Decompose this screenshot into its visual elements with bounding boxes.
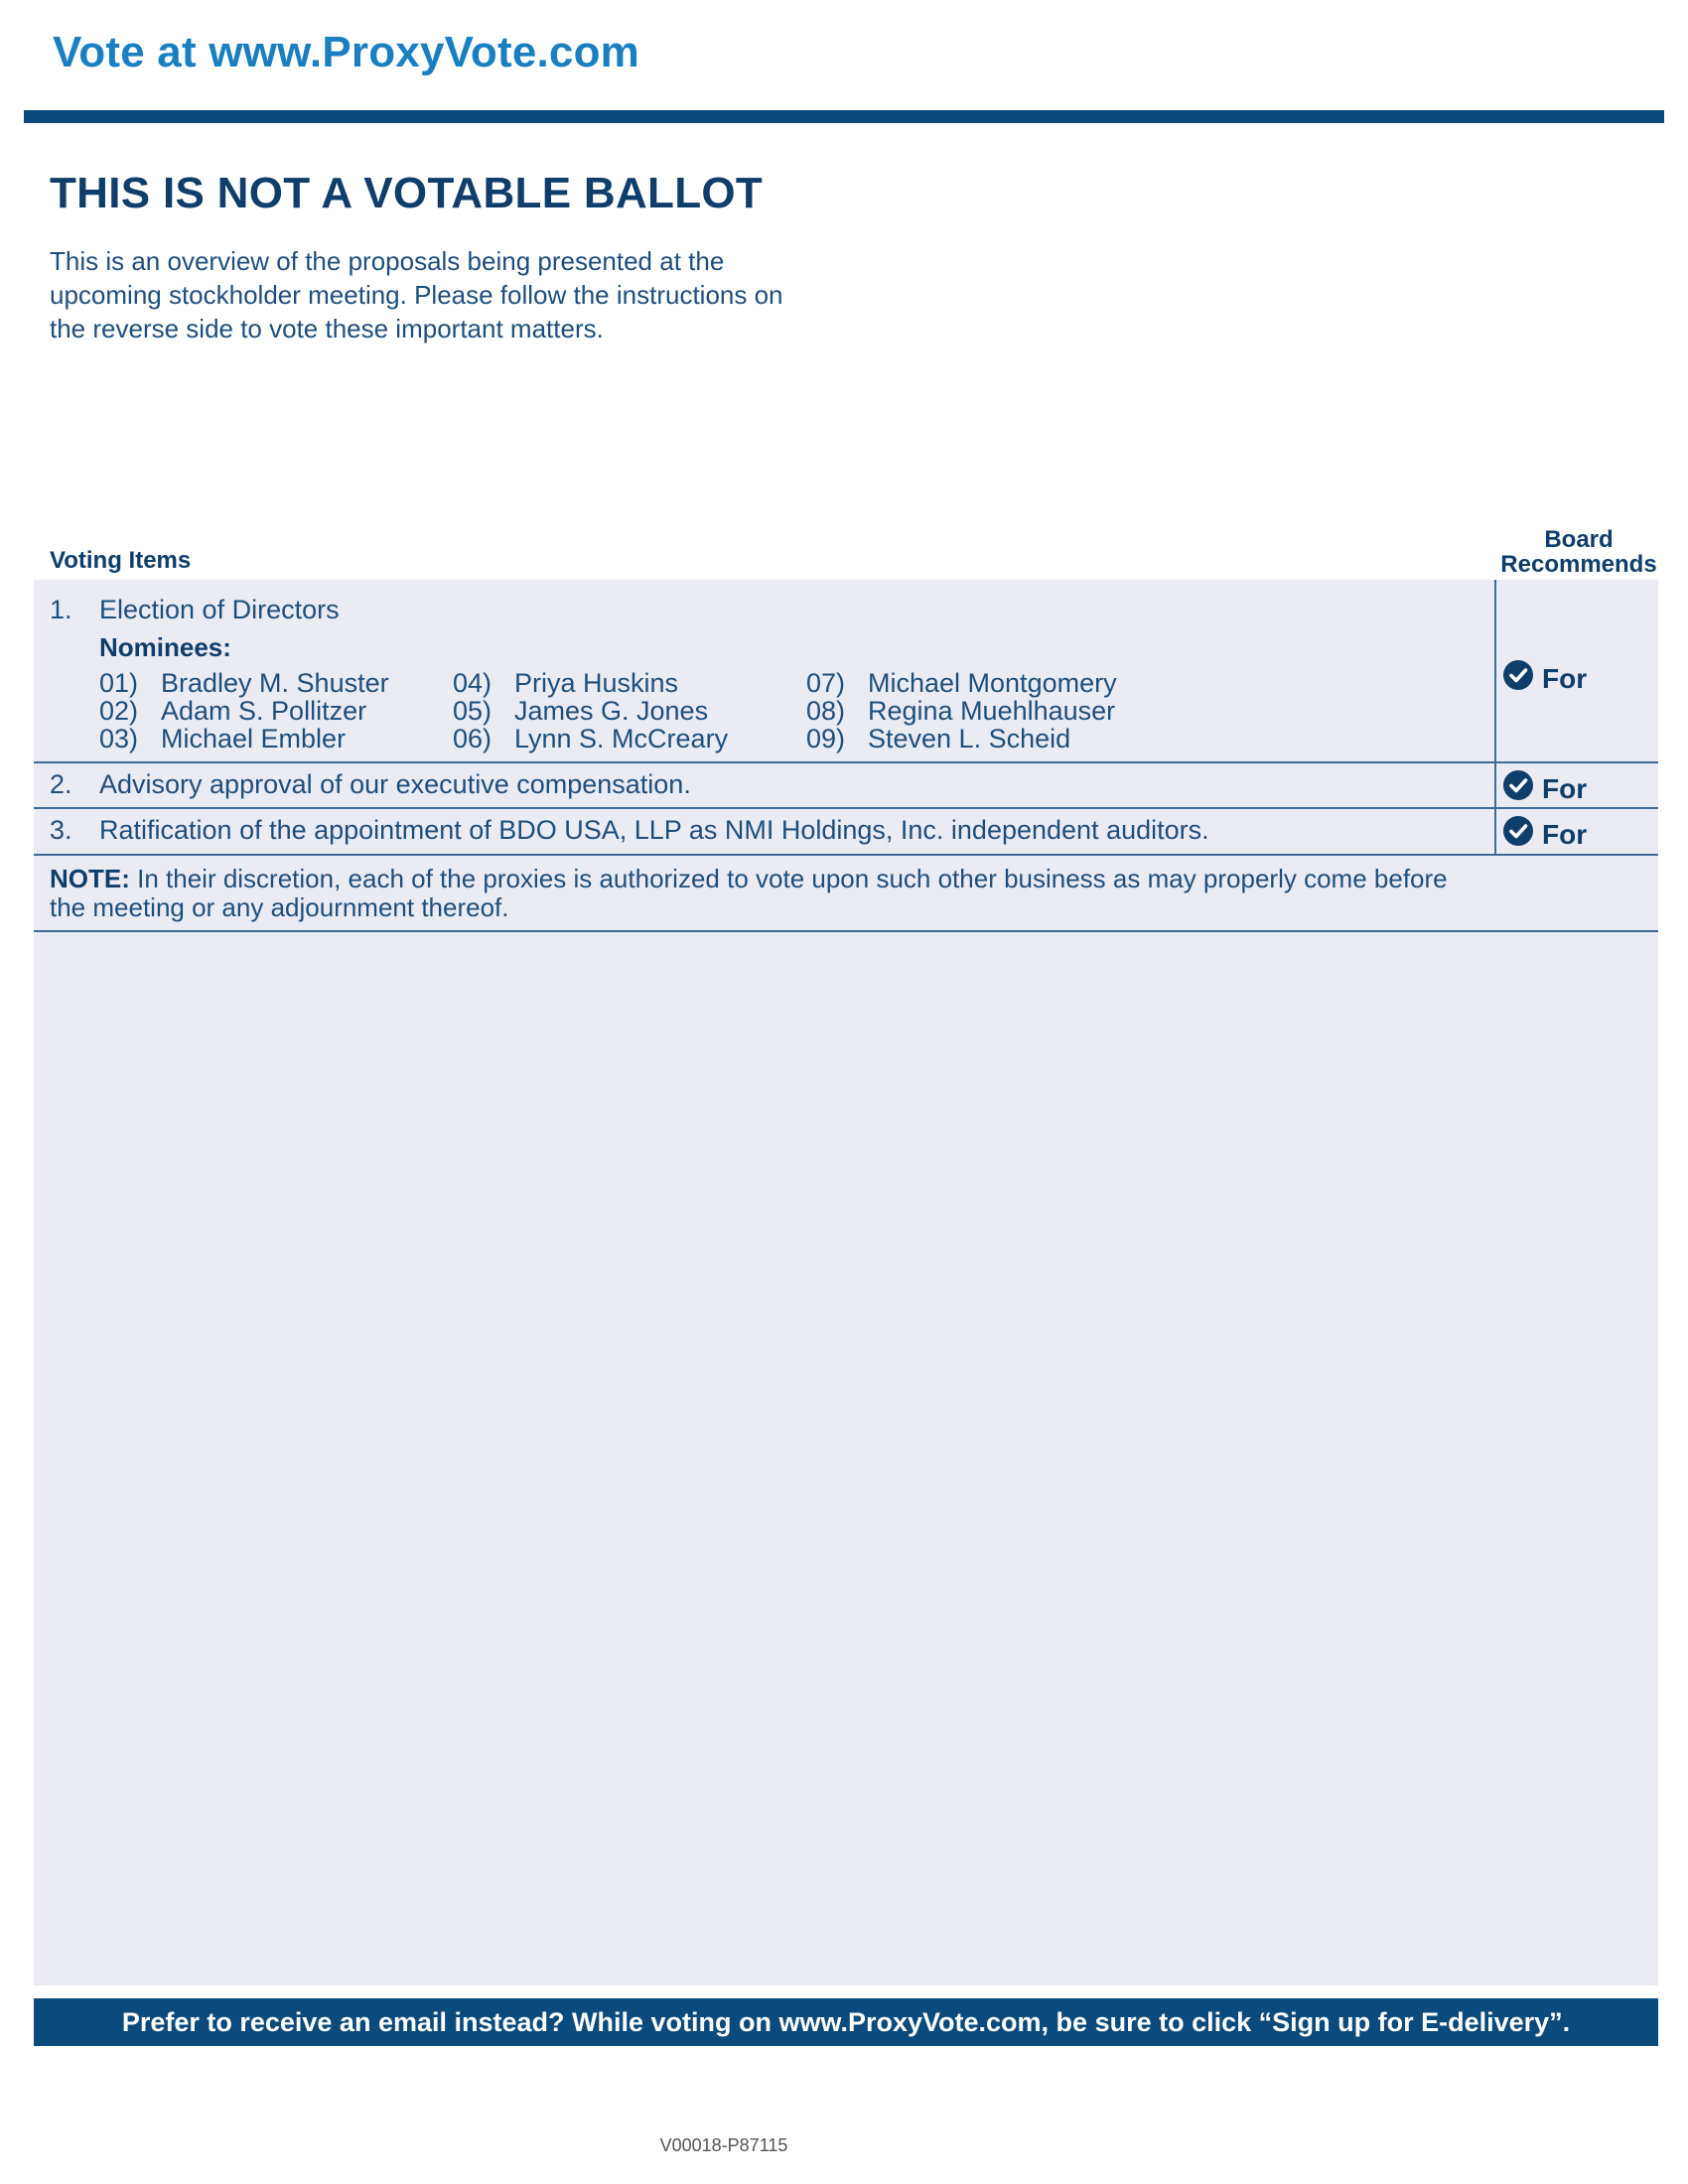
note-text xyxy=(50,865,1499,922)
nominee-name: Priya Huskins xyxy=(514,668,679,698)
nominee-name: Michael Montgomery xyxy=(868,668,1117,698)
item-text: Election of Directors xyxy=(99,595,340,624)
nominee-name: Steven L. Scheid xyxy=(868,724,1071,753)
nominee xyxy=(453,725,728,752)
row-divider xyxy=(34,761,1658,763)
page-title: THIS IS NOT A VOTABLE BALLOT xyxy=(50,169,764,217)
nominee xyxy=(99,669,389,697)
note-line: In their discretion, each of the proxies is authorized to vote upon such other business as may properly come before xyxy=(129,864,1448,893)
nominee-name: Bradley M. Shuster xyxy=(161,668,389,698)
nominee-number: 02) xyxy=(99,696,139,726)
item-number: 3. xyxy=(50,815,72,845)
nominee-number: 09) xyxy=(806,724,846,753)
header-url: Vote at www.ProxyVote.com xyxy=(53,28,639,76)
nominee-name: Adam S. Pollitzer xyxy=(161,696,367,726)
edelivery-banner-text: Prefer to receive an email instead? While voting on www.ProxyVote.com, be sure to click “Sign up for E-delivery”. xyxy=(121,2006,1571,2037)
nominee xyxy=(99,725,346,752)
note-label: NOTE: xyxy=(50,864,130,893)
nominee-number: 05) xyxy=(453,696,492,726)
item-number: 2. xyxy=(50,769,72,799)
row-divider xyxy=(34,807,1658,809)
nominee-name: Regina Muehlhauser xyxy=(868,696,1116,726)
intro-text xyxy=(50,244,884,345)
check-circle-icon xyxy=(1502,769,1542,808)
recommendation xyxy=(1502,815,1587,854)
row-divider xyxy=(34,930,1658,932)
nominee-name: Lynn S. McCreary xyxy=(514,724,729,753)
row-divider xyxy=(34,854,1658,856)
item-text: Advisory approval of our executive compensation. xyxy=(99,769,691,799)
note-line: the meeting or any adjournment thereof. xyxy=(50,892,509,922)
nominee xyxy=(806,725,1070,752)
header-rule xyxy=(24,110,1664,123)
nominee-number: 06) xyxy=(453,724,492,753)
recommendation-label: For xyxy=(1542,662,1588,694)
nominee xyxy=(806,669,1117,697)
nominee xyxy=(806,697,1115,725)
nominee xyxy=(453,697,708,725)
nominee-number: 01) xyxy=(99,668,139,698)
nominee-name: Michael Embler xyxy=(161,724,347,753)
item-number: 1. xyxy=(50,595,72,624)
check-circle-icon xyxy=(1502,659,1542,698)
nominee-name: James G. Jones xyxy=(514,696,709,726)
intro-line: This is an overview of the proposals being presented at the xyxy=(50,246,725,276)
nominee-number: 03) xyxy=(99,724,139,753)
nominee-number: 07) xyxy=(806,668,846,698)
intro-line: the reverse side to vote these important matters. xyxy=(50,314,604,343)
item-text: Ratification of the appointment of BDO USA, LLP as NMI Holdings, Inc. independent auditors. xyxy=(99,815,1209,845)
nominee xyxy=(99,697,366,725)
nominee-number: 08) xyxy=(806,696,846,726)
intro-line: upcoming stockholder meeting. Please follow the instructions on xyxy=(50,280,783,310)
recommendation xyxy=(1502,659,1587,698)
column-divider xyxy=(1494,580,1496,855)
board-recommends-line: Recommends xyxy=(1500,551,1657,578)
recommendation-label: For xyxy=(1542,818,1588,850)
nominee-number: 04) xyxy=(453,668,492,698)
voting-items-header: Voting Items xyxy=(50,547,192,574)
nominees-label: Nominees: xyxy=(99,632,231,662)
board-recommends-header xyxy=(1494,527,1663,577)
check-circle-icon xyxy=(1502,815,1542,854)
nominee xyxy=(453,669,678,697)
board-recommends-line: Board xyxy=(1544,526,1614,553)
edelivery-banner xyxy=(34,1998,1658,2046)
recommendation-label: For xyxy=(1542,772,1588,804)
document-code: V00018-P87115 xyxy=(659,2135,788,2155)
recommendation xyxy=(1502,769,1587,808)
